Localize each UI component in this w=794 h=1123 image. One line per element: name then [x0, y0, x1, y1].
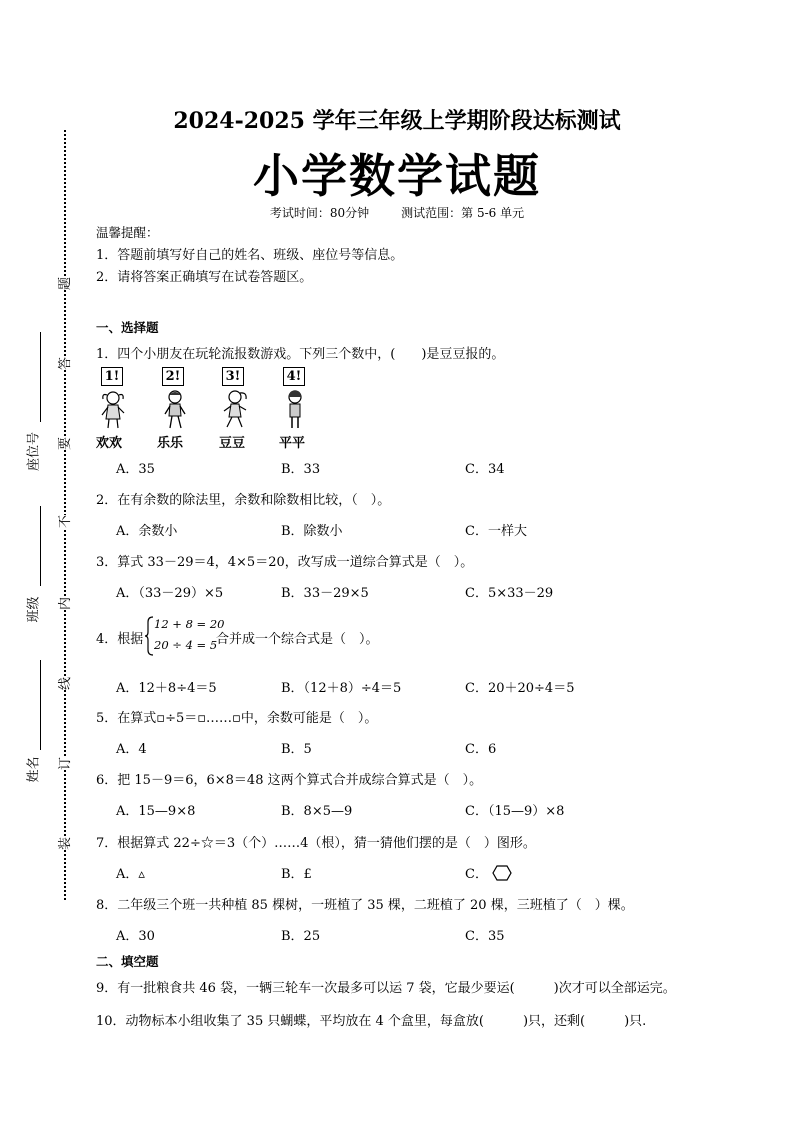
q3-option-b[interactable]: B．33－29×5 [281, 586, 369, 601]
q7-option-b[interactable]: B．£ [281, 867, 312, 882]
girl-figure-icon [98, 389, 128, 429]
kid-name: 豆豆 [219, 436, 246, 451]
q1-option-c[interactable]: C．34 [465, 462, 505, 477]
q4-option-b[interactable]: B．（12＋8）÷4＝5 [281, 681, 402, 696]
girl-running-icon [220, 389, 250, 429]
notice-heading: 温馨提醒： [96, 225, 159, 240]
boy-figure-icon [160, 389, 190, 429]
question-5: 5．在算式▫÷5＝▫……▫中，余数可能是（ ）。 [96, 711, 378, 726]
q5-option-c[interactable]: C．6 [465, 742, 497, 757]
q4-option-c[interactable]: C．20＋20÷4＝5 [465, 681, 575, 696]
q2-option-c[interactable]: C．一样大 [465, 524, 527, 539]
q8-option-b[interactable]: B．25 [281, 929, 321, 944]
q7-option-c[interactable] [465, 863, 512, 882]
seal-char: 线 [52, 677, 75, 690]
q7-option-a[interactable]: A．▵ [116, 867, 145, 882]
q1-option-b[interactable]: B．33 [281, 462, 321, 477]
number-card: 4! [283, 367, 305, 386]
question-6: 6．把 15－9＝6，6×8＝48 这两个算式合并成综合算式是（ ）。 [96, 773, 483, 788]
main-title: 小学数学试题 [253, 149, 541, 203]
seal-char: 题 [52, 277, 75, 290]
question-4-prefix: 4．根据 [96, 632, 144, 647]
q8-option-c[interactable]: C．35 [465, 929, 505, 944]
kid-name: 乐乐 [157, 436, 184, 451]
question-9: 9．有一批粮食共 46 袋，一辆三轮车一次最多可以运 7 袋，它最少要运( )次才可以全部运完。 [96, 981, 676, 996]
seal-char: 装 [52, 837, 75, 850]
number-card: 3! [222, 367, 244, 386]
seal-char: 要 [52, 437, 75, 450]
question-10: 10．动物标本小组收集了 35 只蝴蝶，平均放在 4 个盒里，每盒放( )只，还剩( )只. [96, 1014, 647, 1029]
question-3: 3．算式 33－29＝4，4×5＝20，改写成一道综合算式是（ ）。 [96, 555, 474, 570]
brace-icon [144, 616, 154, 656]
q4-option-a[interactable]: A．12＋8÷4＝5 [116, 681, 217, 696]
number-card: 1! [101, 367, 123, 386]
q8-option-a[interactable]: A．30 [116, 929, 155, 944]
q3-option-a[interactable]: A．（33－29）×5 [116, 586, 224, 601]
question-7: 7．根据算式 22÷☆＝3（个）……4（根），猜一猜他们摆的是（ ）图形。 [96, 836, 536, 851]
question-4-suffix: 合并成一个综合式是（ ）。 [216, 632, 379, 647]
question-1: 1．四个小朋友在玩轮流报数游戏。下列三个数中，( )是豆豆报的。 [96, 347, 505, 362]
question-2: 2．在有余数的除法里，余数和除数相比较，（ ）。 [96, 493, 391, 508]
exam-time: 考试时间：80分钟 [269, 206, 370, 220]
class-blank-line[interactable] [40, 506, 41, 586]
class-label: 班级 [26, 596, 42, 623]
notice-item: 2．请将答案正确填写在试卷答题区。 [96, 270, 313, 285]
name-label: 姓名 [26, 756, 42, 783]
brace-equation-1: 12 + 8 = 20 [154, 617, 225, 631]
number-card: 2! [162, 367, 184, 386]
kid-name: 平平 [279, 436, 306, 451]
q2-option-a[interactable]: A．余数小 [116, 524, 178, 539]
brace-equation-2: 20 ÷ 4 = 5 [154, 638, 218, 652]
name-blank-line[interactable] [40, 660, 41, 750]
q1-option-a[interactable]: A．35 [116, 462, 155, 477]
seal-char: 不 [52, 515, 75, 528]
exam-title: 2024-2025 学年三年级上学期阶段达标测试 [173, 108, 621, 134]
hexagon-icon [492, 865, 512, 881]
seal-char: 内 [52, 597, 75, 610]
q5-option-a[interactable]: A．4 [116, 742, 147, 757]
seat-blank-line[interactable] [40, 332, 41, 422]
seal-char: 订 [52, 757, 75, 770]
section-heading-fill: 二、填空题 [96, 954, 159, 969]
q2-option-b[interactable]: B．除数小 [281, 524, 343, 539]
q6-option-c[interactable]: C．（15—9）×8 [465, 804, 565, 819]
exam-info [0, 204, 794, 221]
seal-char: 答 [52, 357, 75, 370]
q6-option-a[interactable]: A．15—9×8 [116, 804, 196, 819]
exam-scope: 测试范围：第 5-6 单元 [401, 206, 525, 220]
q6-option-b[interactable]: B．8×5—9 [281, 804, 353, 819]
kid-name: 欢欢 [96, 436, 123, 451]
q3-option-c[interactable]: C．5×33－29 [465, 586, 554, 601]
notice-item: 1．答题前填写好自己的姓名、班级、座位号等信息。 [96, 248, 404, 263]
question-8: 8．二年级三个班一共种植 85 棵树，一班植了 35 棵，二班植了 20 棵，三班植了（ ）棵。 [96, 898, 634, 913]
q7-option-c-label: C． [465, 867, 488, 882]
seat-label: 座位号 [26, 432, 42, 472]
section-heading-choice: 一、选择题 [96, 320, 159, 335]
child-standing-icon [282, 389, 308, 429]
q5-option-b[interactable]: B．5 [281, 742, 312, 757]
